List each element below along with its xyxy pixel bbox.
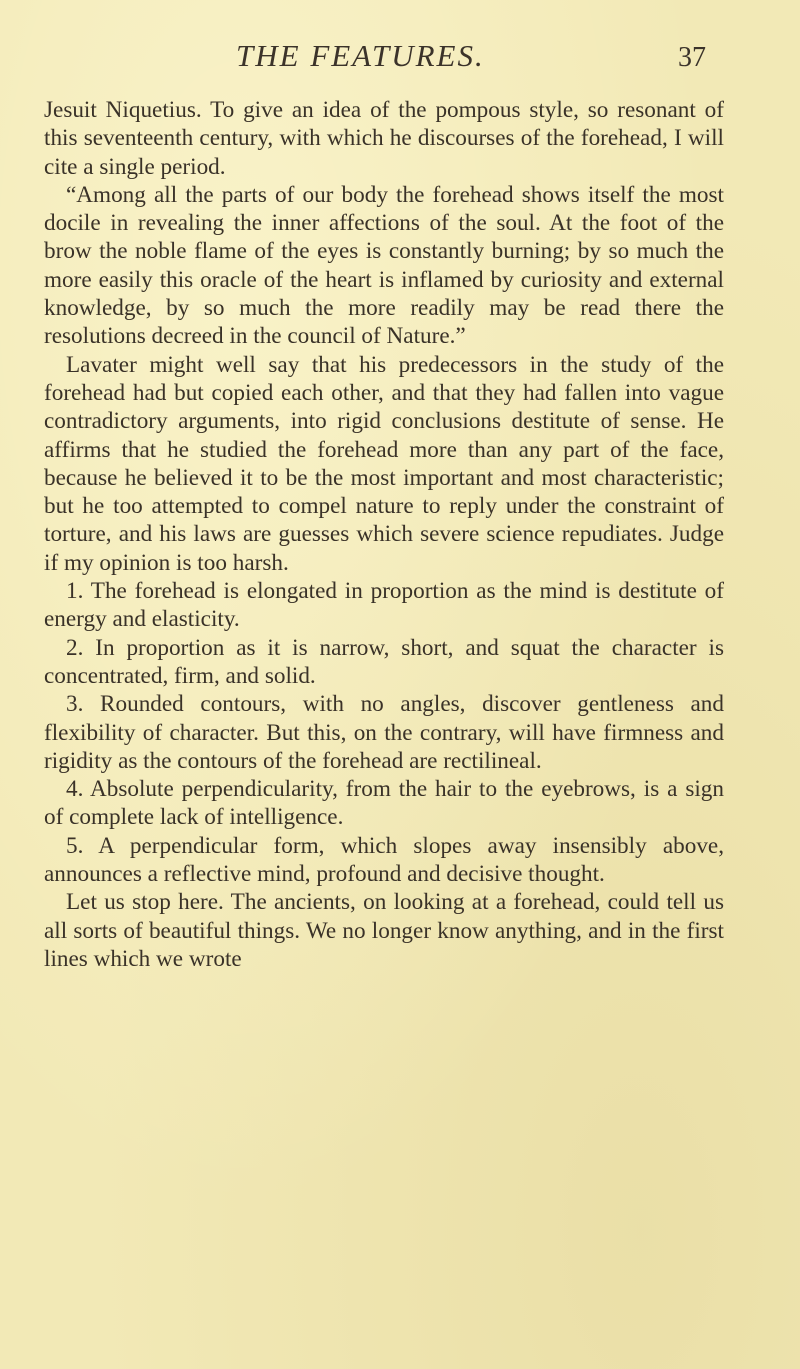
rule-5: 5. A perpendicular form, which slopes away insensibly above, announces a reflective mind, profound and decisive thought. <box>44 832 724 888</box>
rule-2: 2. In proportion as it is narrow, short, and squat the character is concentrated, firm, and solid. <box>44 634 724 689</box>
paragraph-continuation: Jesuit Niquetius. To give an idea of the pompous style, so resonant of this seventeenth century, with which he discourses of the forehead, I will cite a single period. <box>44 97 724 180</box>
running-title: THE FEATURES. <box>236 38 485 73</box>
body-text <box>44 96 724 973</box>
paragraph-quotation: “Among all the parts of our body the forehead shows itself the most docile in revealing the inner affections of the soul. At the foot of the brow the noble flame of the eyes is constantly burning; by so much the more easily this oracle of the heart is inflamed by curiosity and external knowledge, by so much the more readily may be read there the resolutions decreed in the council of Nature.” <box>44 181 724 350</box>
page-number: 37 <box>678 42 706 73</box>
rule-4: 4. Absolute perpendicularity, from the hair to the eyebrows, is a sign of complete lack of intelligence. <box>44 776 724 831</box>
rule-1: 1. The forehead is elongated in proportion as the mind is destitute of energy and elasticity. <box>44 578 724 633</box>
rule-3: 3. Rounded contours, with no angles, discover gentleness and flexibility of character. But this, on the contrary, will have firmness and rigidity as the contours of the forehead are rectilineal. <box>44 691 724 774</box>
running-head <box>0 38 800 78</box>
paragraph-lavater: Lavater might well say that his predecessors in the study of the forehead had but copied each other, and that they had fallen into vague contradictory arguments, into rigid conclusions destitute of sense. He affirms that he studied the forehead more than any part of the face, because he believed it to be the most important and most characteristic; but he too attempted to compel nature to reply under the constraint of torture, and his laws are guesses which severe science repudiates. Judge if my opinion is too harsh. <box>44 351 724 576</box>
paragraph-closing: Let us stop here. The ancients, on looking at a forehead, could tell us all sorts of beautiful things. We no longer know anything, and in the first lines which we wrote <box>44 889 724 972</box>
